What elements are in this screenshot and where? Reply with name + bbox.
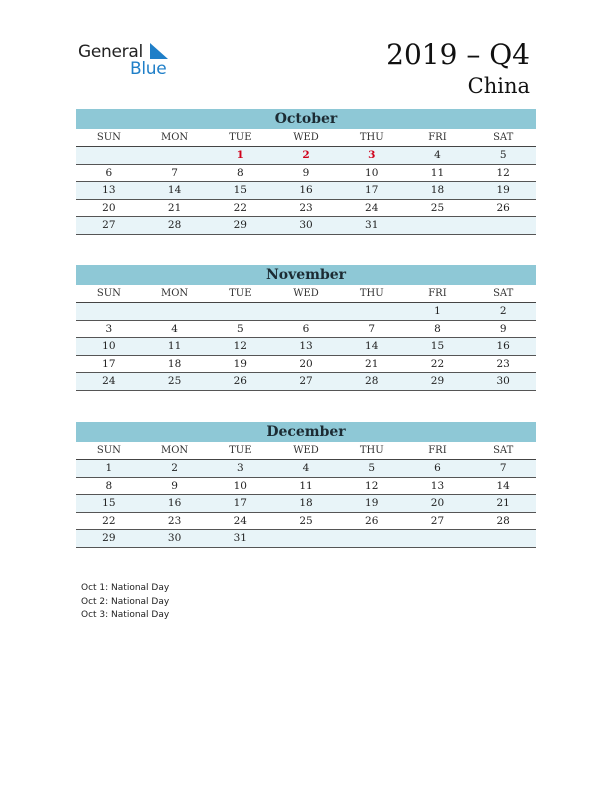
day-cell: 3 xyxy=(105,322,113,335)
day-cell: 9 xyxy=(302,166,310,179)
day-cell: 24 xyxy=(233,514,247,527)
holiday-notes xyxy=(81,582,169,623)
day-cell: 28 xyxy=(167,219,182,231)
day-cell: 27 xyxy=(430,514,445,527)
day-cell: 18 xyxy=(167,357,182,370)
day-cell: 16 xyxy=(496,340,510,352)
day-cell: 24 xyxy=(365,201,379,214)
day-cell: 14 xyxy=(167,184,182,196)
day-cell: 26 xyxy=(496,201,510,214)
day-cell: 5 xyxy=(368,462,376,474)
weekday-label: SUN xyxy=(96,445,121,456)
day-cell: 23 xyxy=(167,514,182,527)
day-cell: 21 xyxy=(167,201,182,214)
holiday-note: Oct 3: National Day xyxy=(81,610,170,620)
week-row xyxy=(76,182,536,200)
day-cell: 5 xyxy=(236,322,244,335)
day-cell: 2 xyxy=(499,305,507,317)
day-cell: 27 xyxy=(299,375,313,387)
country-name: China xyxy=(467,74,530,98)
day-cell: 13 xyxy=(430,479,445,492)
weekday-label: WED xyxy=(293,132,319,143)
weekday-label: TUE xyxy=(229,132,252,143)
day-cell: 18 xyxy=(299,497,313,509)
day-cell: 4 xyxy=(302,462,310,474)
day-cell xyxy=(405,530,471,547)
day-cell: 29 xyxy=(430,375,445,387)
day-cell: 13 xyxy=(299,340,313,352)
day-cell: 31 xyxy=(365,219,379,231)
weekday-label: MON xyxy=(160,445,189,456)
day-cell xyxy=(273,530,339,547)
day-cell: 27 xyxy=(102,219,116,231)
day-cell: 20 xyxy=(430,497,445,509)
day-cell: 22 xyxy=(102,514,116,527)
day-cell xyxy=(142,147,208,164)
weekday-label: SUN xyxy=(96,132,121,143)
weekday-label: THU xyxy=(359,445,384,456)
day-cell: 14 xyxy=(365,340,379,352)
week-row xyxy=(76,513,536,531)
day-cell: 11 xyxy=(299,479,313,492)
day-cell: 7 xyxy=(368,322,376,335)
week-row xyxy=(76,200,536,218)
week-row xyxy=(76,495,536,513)
day-cell: 10 xyxy=(233,479,247,492)
day-cell: 17 xyxy=(233,497,247,509)
day-cell: 6 xyxy=(302,322,310,335)
day-cell: 8 xyxy=(434,322,441,335)
weekday-label: THU xyxy=(359,288,384,299)
day-cell: 15 xyxy=(102,497,116,509)
week-row xyxy=(76,321,536,339)
day-cell: 28 xyxy=(365,375,379,387)
weekday-label: TUE xyxy=(229,288,252,299)
weekday-label: MON xyxy=(160,288,189,299)
day-cell xyxy=(339,530,405,547)
day-cell: 1 xyxy=(105,462,113,474)
day-cell: 20 xyxy=(102,201,116,214)
week-row xyxy=(76,530,536,548)
day-cell: 12 xyxy=(233,340,247,352)
day-cell: 9 xyxy=(171,479,178,492)
month-title: December xyxy=(76,422,536,442)
day-cell: 30 xyxy=(299,219,313,231)
logo-text-general: General xyxy=(78,42,143,62)
day-cell: 8 xyxy=(105,479,113,492)
day-cell: 25 xyxy=(167,375,182,387)
day-cell: 3 xyxy=(236,462,244,474)
day-cell: 10 xyxy=(365,166,379,179)
day-cell: 10 xyxy=(102,340,116,352)
day-cell: 24 xyxy=(102,375,116,387)
weekday-label: SAT xyxy=(493,288,514,299)
day-cell xyxy=(273,303,339,320)
day-cell: 21 xyxy=(496,497,510,509)
logo-triangle-icon xyxy=(148,43,170,61)
day-cell: 30 xyxy=(496,375,510,387)
day-cell: 7 xyxy=(171,166,178,179)
week-row xyxy=(76,338,536,356)
brand-logo xyxy=(78,40,178,80)
week-row xyxy=(76,373,536,391)
day-cell: 15 xyxy=(233,184,247,196)
week-row xyxy=(76,478,536,496)
day-cell: 29 xyxy=(233,219,247,231)
day-cell xyxy=(76,303,142,320)
day-cell: 4 xyxy=(171,322,178,335)
weekday-header-row xyxy=(76,129,536,147)
holiday-note: Oct 1: National Day xyxy=(81,583,170,593)
day-cell: 28 xyxy=(496,514,510,527)
week-row xyxy=(76,356,536,374)
weekday-label: FRI xyxy=(428,132,447,143)
weekday-header-row xyxy=(76,442,536,460)
weekday-label: SAT xyxy=(493,132,514,143)
day-cell: 21 xyxy=(365,357,379,370)
day-cell: 12 xyxy=(496,166,510,179)
day-cell: 1 xyxy=(434,305,441,317)
week-row xyxy=(76,460,536,478)
day-cell: 16 xyxy=(167,497,182,509)
day-cell xyxy=(470,217,536,234)
day-cell xyxy=(207,303,273,320)
day-cell: 25 xyxy=(299,514,313,527)
day-cell xyxy=(76,147,142,164)
week-row xyxy=(76,165,536,183)
day-cell: 31 xyxy=(233,532,247,544)
day-cell: 3 xyxy=(368,149,376,161)
day-cell: 15 xyxy=(430,340,445,352)
month-calendar-december xyxy=(76,422,536,548)
day-cell: 23 xyxy=(299,201,313,214)
day-cell: 19 xyxy=(233,357,247,370)
day-cell: 6 xyxy=(105,166,113,179)
day-cell: 8 xyxy=(236,166,244,179)
day-cell xyxy=(339,303,405,320)
day-cell: 30 xyxy=(167,532,182,544)
day-cell: 9 xyxy=(499,322,507,335)
day-cell: 29 xyxy=(102,532,116,544)
day-cell: 5 xyxy=(499,149,507,161)
weekday-label: THU xyxy=(359,132,384,143)
day-cell: 7 xyxy=(499,462,507,474)
day-cell: 20 xyxy=(299,357,313,370)
day-cell: 22 xyxy=(430,357,445,370)
day-cell: 1 xyxy=(236,149,244,161)
day-cell: 19 xyxy=(365,497,379,509)
day-cell: 6 xyxy=(434,462,441,474)
week-row xyxy=(76,147,536,165)
day-cell: 11 xyxy=(167,340,182,352)
day-cell: 25 xyxy=(430,201,445,214)
day-cell: 26 xyxy=(365,514,379,527)
day-cell: 23 xyxy=(496,357,510,370)
day-cell: 4 xyxy=(434,149,441,161)
month-title: October xyxy=(76,109,536,129)
day-cell: 19 xyxy=(496,184,510,196)
month-calendar-november xyxy=(76,265,536,391)
weekday-label: WED xyxy=(293,288,319,299)
weekday-label: FRI xyxy=(428,445,447,456)
weekday-label: WED xyxy=(293,445,319,456)
day-cell xyxy=(142,303,208,320)
weekday-label: MON xyxy=(160,132,189,143)
day-cell xyxy=(405,217,471,234)
quarter-title: 2019 – Q4 xyxy=(386,38,530,71)
day-cell: 17 xyxy=(365,184,379,196)
holiday-note: Oct 2: National Day xyxy=(81,596,170,607)
day-cell: 13 xyxy=(102,184,116,196)
day-cell xyxy=(470,530,536,547)
weekday-label: TUE xyxy=(229,445,252,456)
day-cell: 18 xyxy=(430,184,445,196)
month-title: November xyxy=(76,265,536,285)
day-cell: 2 xyxy=(302,149,310,161)
week-row xyxy=(76,217,536,235)
day-cell: 22 xyxy=(233,201,247,214)
logo-text-blue: Blue xyxy=(130,59,167,79)
week-row xyxy=(76,303,536,321)
day-cell: 26 xyxy=(233,375,247,387)
weekday-label: SUN xyxy=(96,288,121,299)
weekday-label: SAT xyxy=(493,445,514,456)
day-cell: 12 xyxy=(365,479,379,492)
day-cell: 11 xyxy=(430,166,445,179)
day-cell: 16 xyxy=(299,184,313,196)
weekday-label: FRI xyxy=(428,288,447,299)
day-cell: 17 xyxy=(102,357,116,370)
month-calendar-october xyxy=(76,109,536,235)
weekday-header-row xyxy=(76,285,536,303)
day-cell: 14 xyxy=(496,479,510,492)
day-cell: 2 xyxy=(171,462,178,474)
